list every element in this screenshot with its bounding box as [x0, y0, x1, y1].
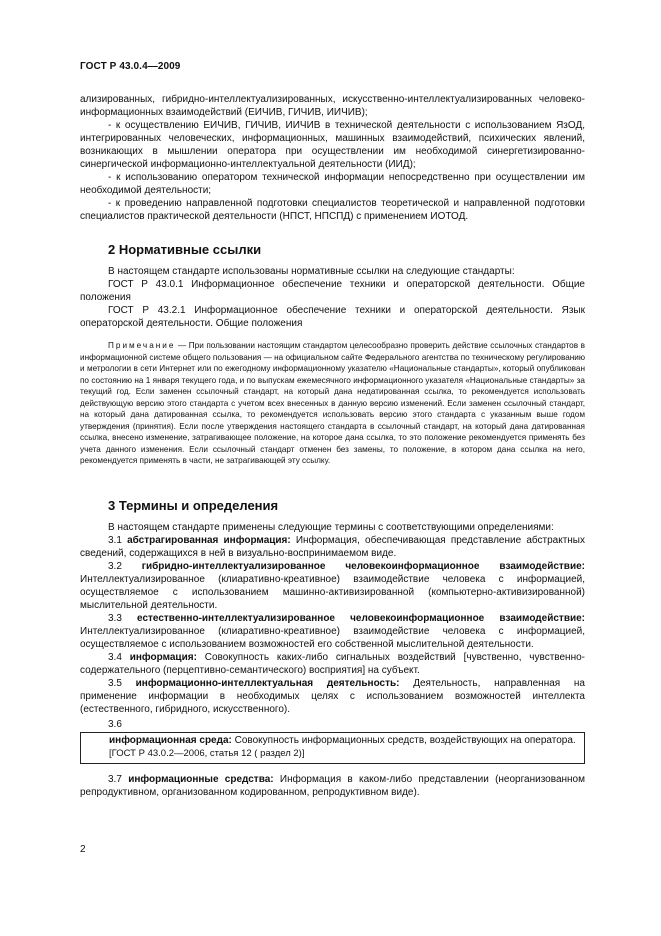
term-3-3 [80, 612, 585, 651]
term-3-4 [80, 651, 585, 677]
term-title: информация: [129, 651, 197, 663]
section-3-heading: 3 Термины и определения [108, 497, 279, 513]
term-3-2 [80, 560, 585, 612]
term-definition: Интеллектуализированное (клиаративно-креативное) взаимодействие человека с информацией, осуществляемое с использованием возможностей его собственной мыслительной деятельности. [80, 625, 585, 650]
term-title: абстрагированная информация: [127, 534, 291, 546]
term-definition: Информация, обеспечивающая представление абстрактных сведений, содержащихся в ней в визуально-воспринимаемом виде. [80, 534, 585, 559]
section-2-reference-1: ГОСТ Р 43.0.1 Информационное обеспечение техники и операторской деятельности. Общие положения [80, 279, 585, 303]
term-3-5 [80, 677, 585, 716]
term-number: 3.4 [108, 651, 130, 663]
intro-paragraph-4: - к проведению направленной подготовки специалистов теоретической и направленной подготовки специалистов практической деятельности (НПСТ, НПСПД) с применением ИОТОД. [80, 198, 585, 222]
term-3-6-box [80, 732, 585, 764]
term-definition: Деятельность, направленная на применение информации в необходимых целях с использованием возможностей интеллекта (естественного, гибридного, искусственного). [80, 677, 585, 715]
term-definition: Информация в каком-либо представлении (неорганизованном репродуктивном, организованном кодированном, репродуктивном виде). [80, 773, 585, 798]
term-definition: Совокупность информационных средств, воздействующих на оператора. [231, 734, 576, 746]
section-2-note [80, 340, 585, 467]
intro-paragraph-3: - к использованию оператором технической информации непосредственно при осуществлении им необходимой деятельности; [80, 172, 585, 196]
note-label: Примечание [108, 341, 176, 350]
page-number: 2 [80, 844, 86, 855]
term-title: информационная среда: [109, 734, 232, 746]
intro-paragraph-2: - к осуществлению ЕИЧИВ, ГИЧИВ, ИИЧИВ в технической деятельности с использованием ЯзОД, интегрированных человеческих, информационных, машинных взаимодействий, психических явлений, возникающих в мышлении оператора при осуществлении им необходимой синергетизированно-синергической информационно-интеллектуальной деятельности (ИИД); [80, 120, 585, 170]
term-number: 3.7 [108, 773, 129, 785]
term-title: естественно-интеллектуализированное человекоинформационное взаимодействие: [137, 612, 585, 624]
term-3-6-number: 3.6 [108, 718, 122, 730]
term-number: 3.2 [108, 560, 142, 572]
term-3-6 [87, 734, 578, 747]
term-definition: Интеллектуализированное (клиаративно-креативное) взаимодействие человека с информацией, осуществляемое с использованием машинно-активизированной (компьютерно-активизированной) мыслительной деятельности. [80, 573, 585, 611]
intro-paragraph-1: ализированных, гибридно-интеллектуализированных, искусственно-интеллектуализированных человеко-информационных взаимодействий (ЕИЧИВ, ГИЧИВ, ИИЧИВ); [80, 94, 585, 118]
term-title: информационно-интеллектуальная деятельность: [135, 677, 400, 689]
term-definition: Совокупность каких-либо сигнальных воздействий [чувственно, чувственно-содержательного (перцептивно-семантического) восприятия] на субъект. [80, 651, 585, 676]
term-3-7 [80, 773, 585, 799]
section-3-intro: В настоящем стандарте применены следующие термины с соответствующими определениями: [108, 521, 554, 533]
term-number: 3.5 [108, 677, 136, 689]
term-3-6-source: [ГОСТ Р 43.0.2—2006, статья 12 ( раздел 2)] [109, 747, 305, 759]
page-content [80, 93, 585, 799]
term-title: гибридно-интеллектуализированное человекоинформационное взаимодействие: [141, 560, 585, 572]
term-number: 3.3 [108, 612, 138, 624]
section-2-reference-2: ГОСТ Р 43.2.1 Информационное обеспечение техники и операторской деятельности. Язык операторской деятельности. Общие положения [80, 305, 585, 329]
term-3-1 [80, 534, 585, 560]
page-header-title: ГОСТ Р 43.0.4—2009 [80, 61, 181, 72]
term-number: 3.1 [108, 534, 128, 546]
term-title: информационные средства: [128, 773, 274, 785]
section-2-paragraph-1: В настоящем стандарте использованы нормативные ссылки на следующие стандарты: [108, 266, 515, 277]
note-text: — При пользовании настоящим стандартом целесообразно проверить действие ссылочных стандартов в информационной системе общего пользования — на официальном сайте Федерального агентства по техническому регулированию и метрологии в сети Интернет или по ежегодному информационному указателю «Национальные стандарты», который опубликован по состоянию на 1 января текущего года, и по выпускам ежемесячного информационного указателя «Национальные стандарты» за текущий год. Если заменен ссылочный стандарт, на который дана недатированная ссылка, то рекомендуется использовать действующую версию этого стандарта с учетом всех внесенных в данную версию изменений. Если заменен ссылочный стандарт, на который дана датированная ссылка, то рекомендуется использовать версию этого стандарта с указанным выше годом утверждения (принятия). Если после утверждения настоящего стандарта в ссылочный стандарт, на который дана датированная ссылка, внесено изменение, затрагивающее положение, на которое дана ссылка, то это положение рекомендуется применять без учета данного изменения. Если ссылочный стандарт отменен без замены, то положение, в котором дана ссылка на него, рекомендуется применять в части, не затрагивающей эту ссылку. [80, 341, 585, 465]
section-2-heading: 2 Нормативные ссылки [108, 242, 262, 257]
